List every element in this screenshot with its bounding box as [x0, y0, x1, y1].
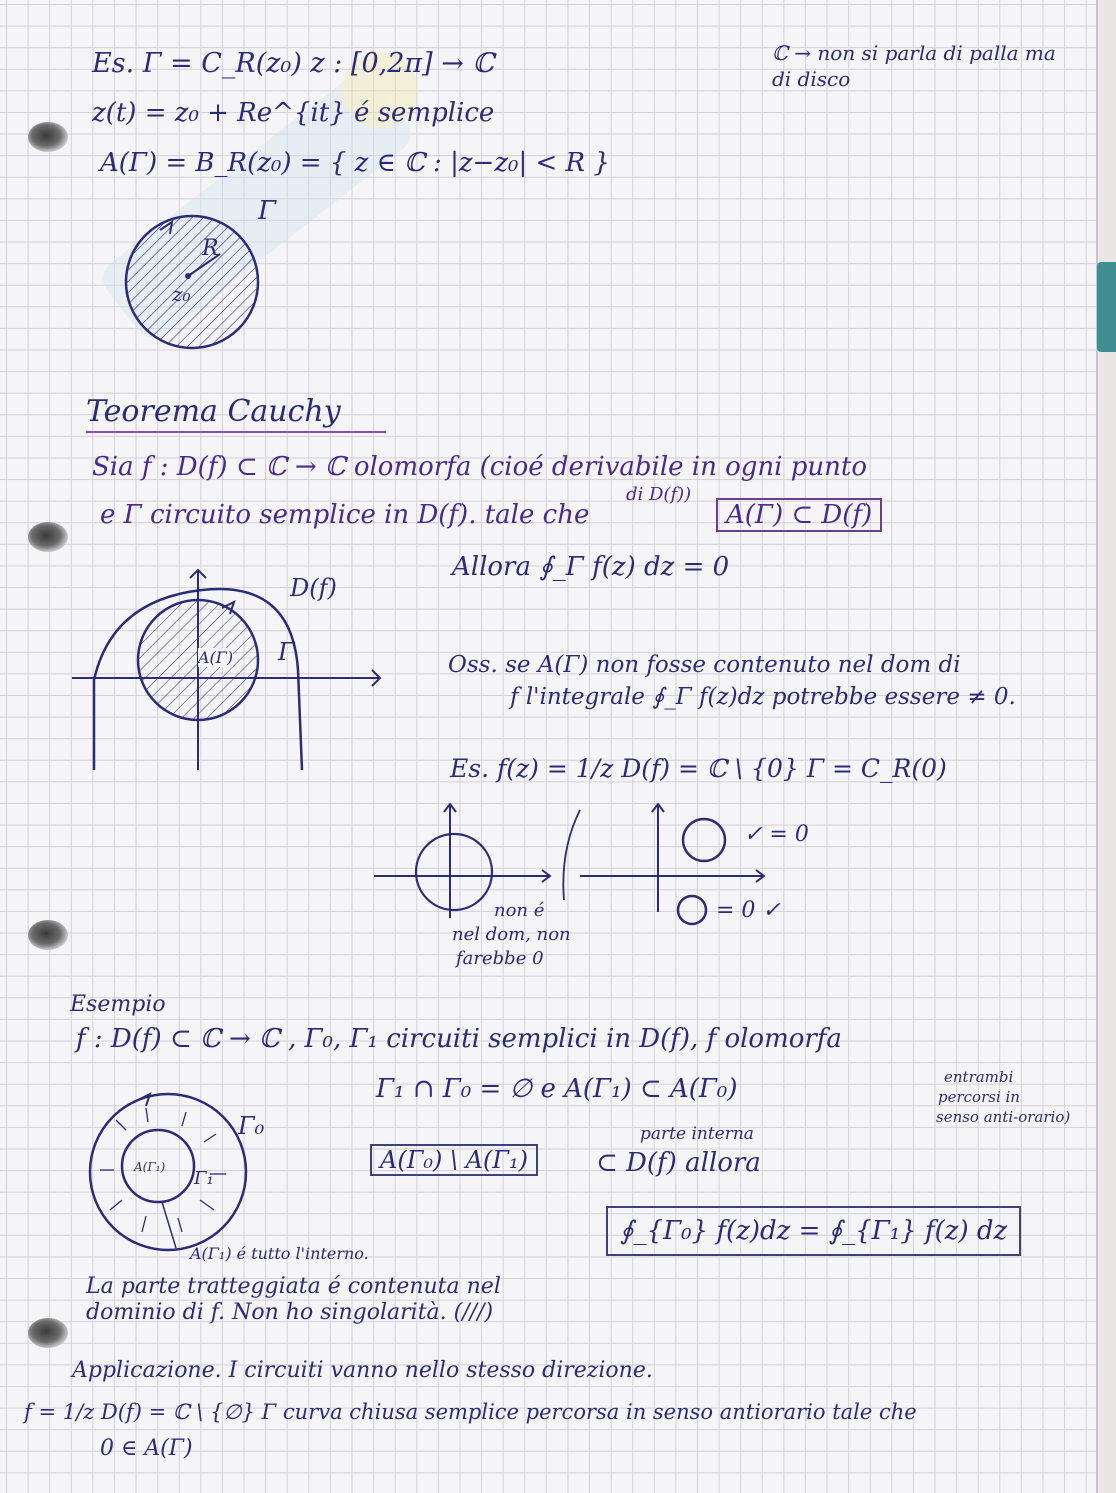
theorem-statement-note: di D(f)) — [626, 484, 692, 505]
annulus-label-g1: Γ₁ — [194, 1168, 214, 1189]
disk-boundary — [126, 216, 258, 348]
ex2-circle-lower — [678, 896, 706, 924]
theorem-fig-gamma-label: Γ — [278, 638, 295, 666]
example1-line2: z(t) = z₀ + Re^{it} é semplice — [92, 98, 495, 128]
example3-arrow-note: A(Γ₁) é tutto l'interno. — [190, 1244, 369, 1263]
example2-line: Es. f(z) = 1/z D(f) = ℂ \ {0} Γ = C_R(0) — [450, 754, 947, 783]
example1-side-note: ℂ → non si parla di palla ma di disco — [772, 41, 1056, 91]
application-line1: Applicazione. I circuiti vanno nello stesso direzione. — [72, 1358, 653, 1383]
example3-box1: A(Γ₀) \ A(Γ₁) — [370, 1144, 538, 1176]
example3-remark-line2: dominio di f. Non ho singolarità. (///) — [86, 1300, 494, 1325]
ex2-bracket — [563, 810, 580, 900]
ex2-circle-upper — [683, 819, 725, 861]
outer-arrow — [138, 1094, 150, 1106]
example3-line3: ⊂ D(f) allora — [596, 1148, 761, 1178]
example2-note2: nel dom, non — [452, 924, 571, 945]
binder-hole — [28, 1318, 68, 1348]
example3-line2: Γ₁ ∩ Γ₀ = ∅ e A(Γ₁) ⊂ A(Γ₀) — [376, 1074, 738, 1104]
disk-figure — [120, 210, 300, 360]
example2-note3: farebbe 0 — [456, 948, 544, 969]
center-point — [185, 273, 191, 279]
theorem-fig-domain-label: D(f) — [290, 574, 337, 602]
theorem-statement-line1: Sia f : D(f) ⊂ ℂ → ℂ olomorfa (cioé derivabile in ogni punto — [92, 452, 867, 482]
theorem-statement-line2: e Γ circuito semplice in D(f). tale che — [100, 500, 590, 530]
example3-remark-line1: La parte tratteggiata é contenuta nel — [86, 1274, 501, 1299]
binder-hole — [28, 920, 68, 950]
binder-hole — [28, 122, 68, 152]
example3-box2: ∮_{Γ₀} f(z)dz = ∮_{Γ₁} f(z) dz — [606, 1206, 1021, 1256]
application-line2: f = 1/z D(f) = ℂ \ {∅} Γ curva chiusa semplice percorsa in senso antiorario tale che — [24, 1400, 917, 1424]
example1-line3: A(Γ) = B_R(z₀) = { z ∈ ℂ : |z−z₀| < R } — [100, 148, 610, 178]
application-line3: 0 ∈ A(Γ) — [100, 1436, 193, 1461]
disk-label-z0: z₀ — [172, 282, 191, 306]
example3-line1: f : D(f) ⊂ ℂ → ℂ , Γ₀, Γ₁ circuiti semplici in D(f), f olomorfa — [76, 1024, 842, 1054]
example3-side-note3: senso anti-orario) — [936, 1108, 1071, 1126]
binder-hole — [28, 522, 68, 552]
ex2-circle-origin — [416, 834, 492, 910]
example3-heading: Esempio — [70, 992, 166, 1017]
page-tab — [1097, 262, 1116, 352]
pointer-arrow — [162, 1202, 176, 1248]
theorem-title: Teorema Cauchy — [86, 394, 386, 433]
example3-under-note: parte interna — [640, 1124, 754, 1144]
theorem-fig-area-label: A(Γ) — [198, 648, 234, 667]
disk-label-gamma: Γ — [258, 196, 277, 226]
annulus-label-g0: Γ₀ — [238, 1112, 265, 1140]
theorem-conclusion: Allora ∮_Γ f(z) dz = 0 — [452, 552, 730, 582]
example2-check-ok: ✓ = 0 — [744, 822, 809, 847]
annulus-label-a1: A(Γ₁) — [134, 1160, 166, 1174]
theorem-figure — [72, 560, 392, 780]
example1-line1: Es. Γ = C_R(z₀) z : [0,2π] → ℂ — [92, 48, 494, 79]
theorem-obs-line1: Oss. se A(Γ) non fosse contenuto nel dom di — [448, 652, 961, 678]
example3-side-note2: percorsi in — [938, 1088, 1020, 1106]
example2-note1: non é — [494, 900, 545, 921]
outer-circuit — [90, 1094, 246, 1250]
theorem-condition-box: A(Γ) ⊂ D(f) — [716, 498, 882, 532]
example2-check-ok2: = 0 ✓ — [716, 898, 781, 923]
theorem-obs-line2: f l'integrale ∮_Γ f(z)dz potrebbe essere ≠ 0. — [510, 684, 1016, 710]
disk-label-r: R — [202, 236, 219, 261]
example3-side-note1: entrambi — [944, 1068, 1014, 1086]
